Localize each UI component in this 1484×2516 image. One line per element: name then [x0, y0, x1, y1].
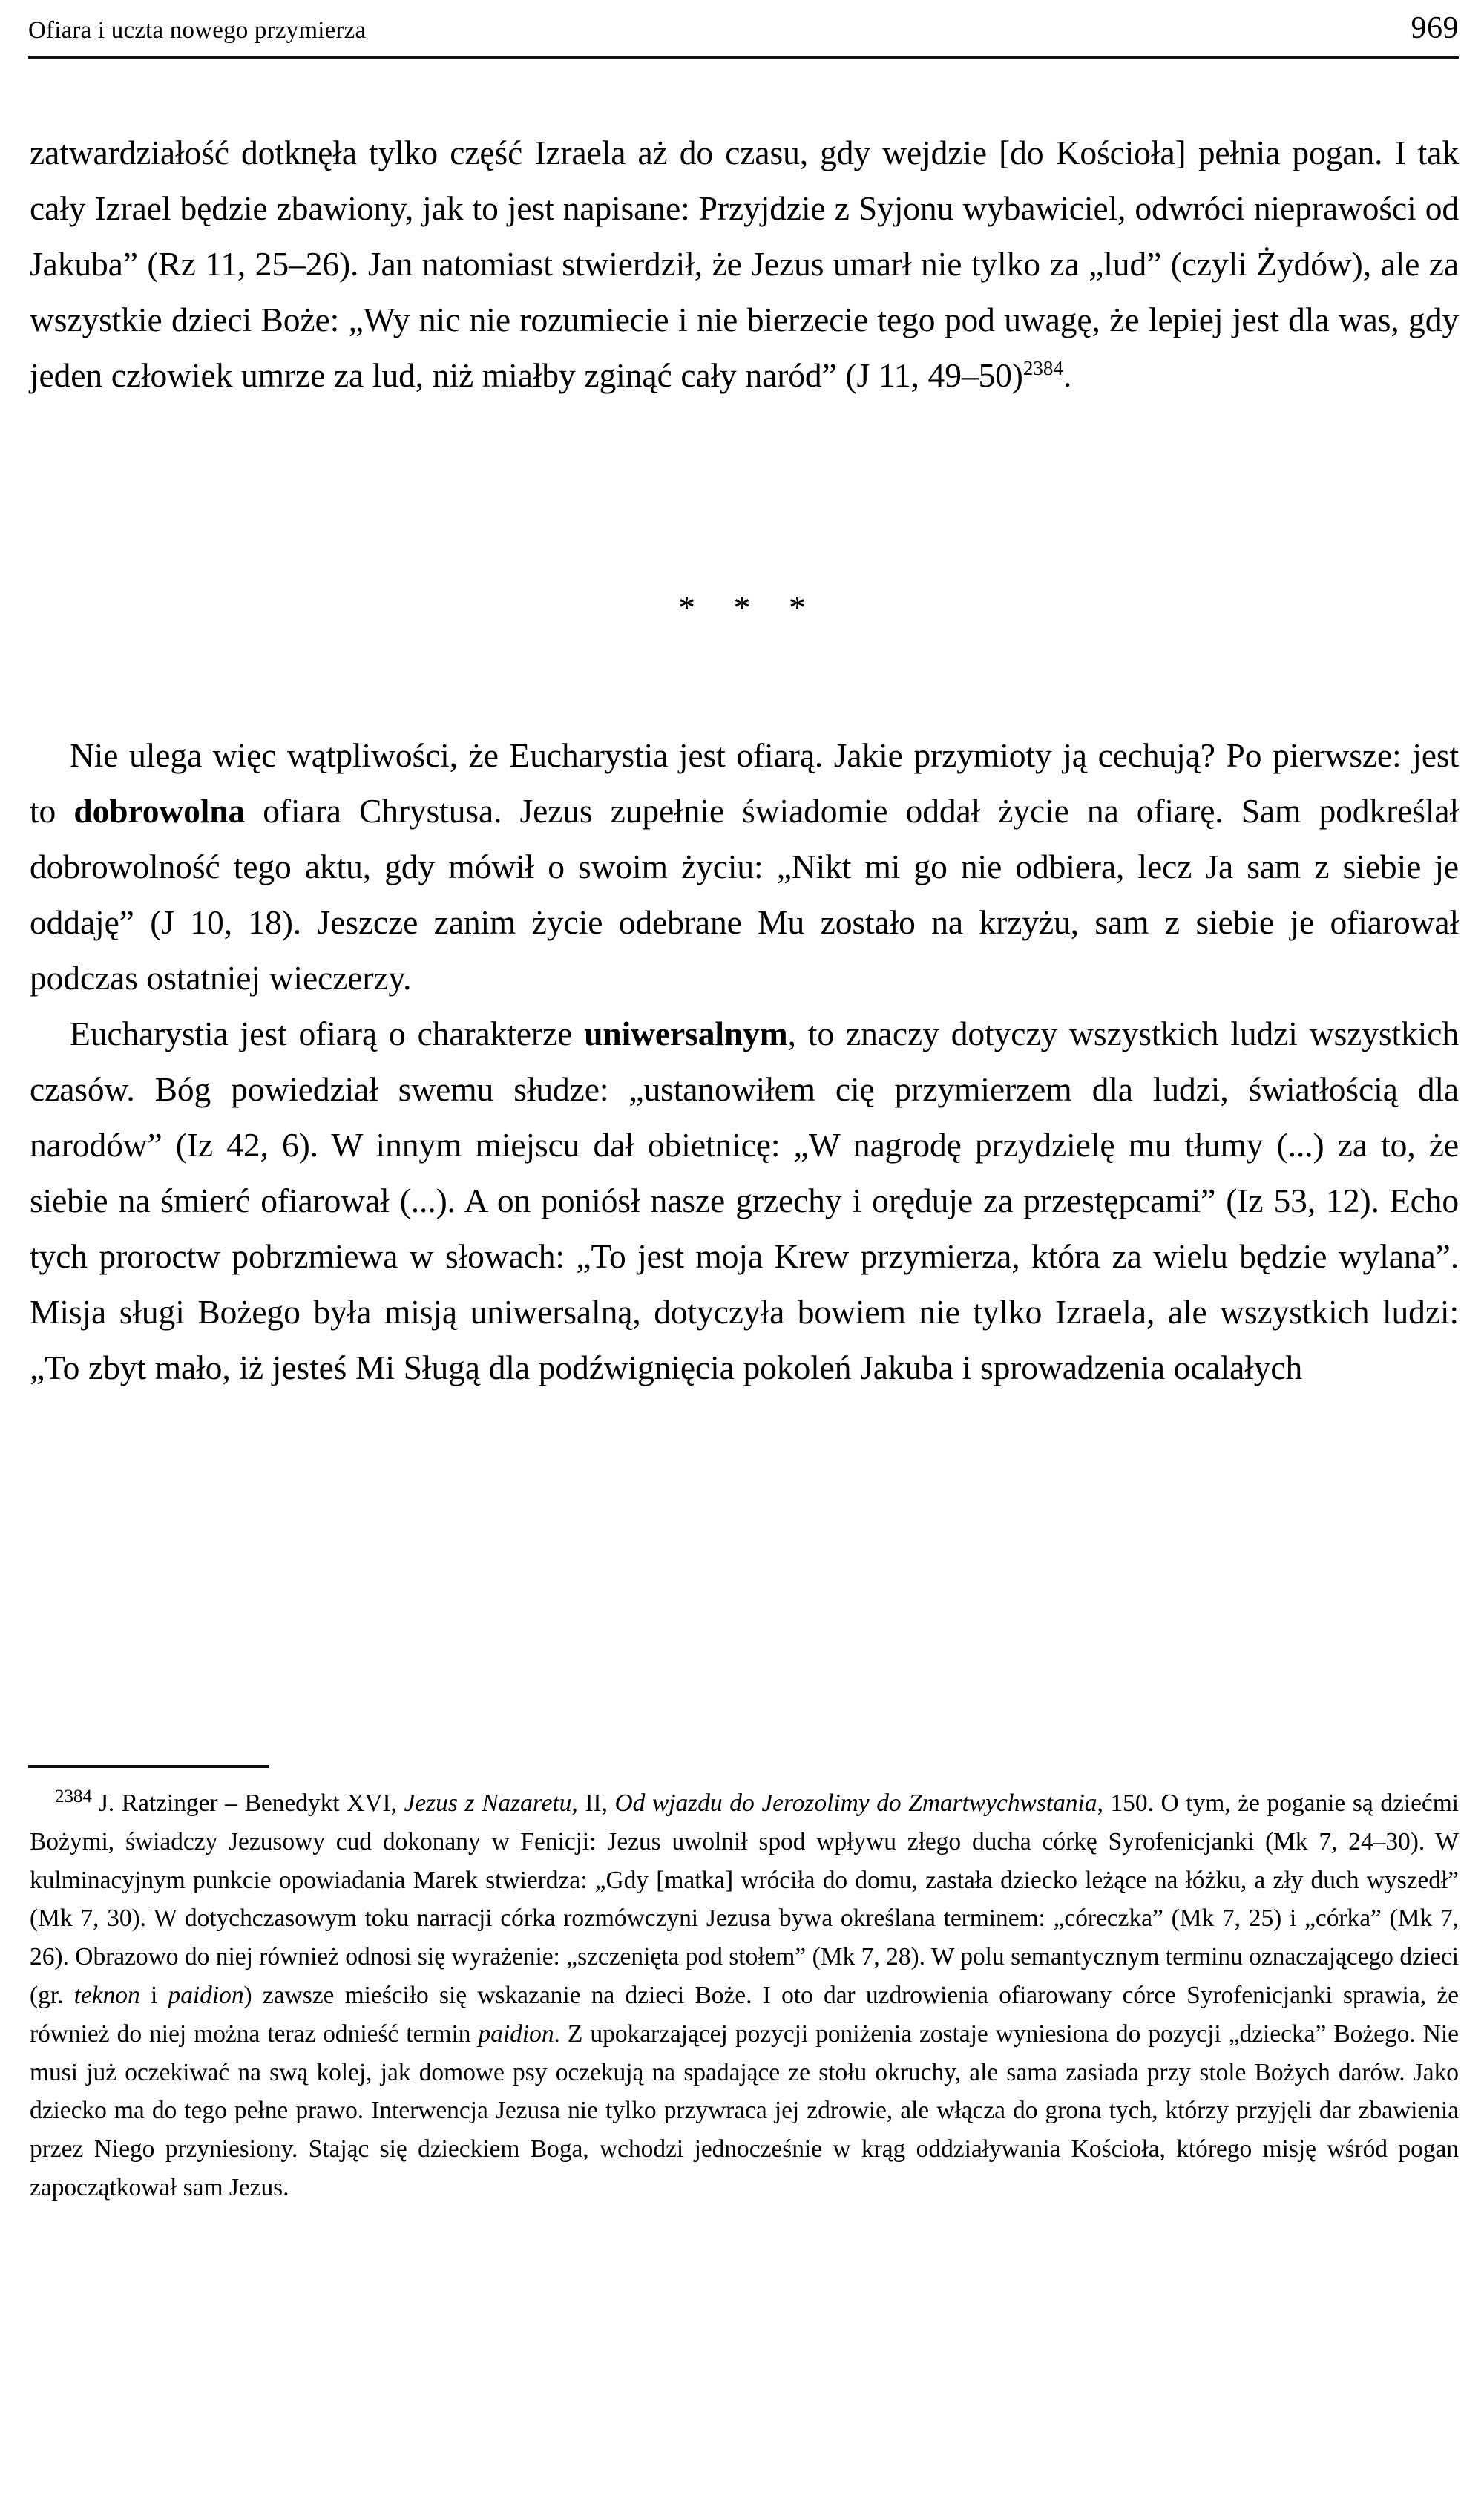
running-title: Ofiara i uczta nowego przymierza: [28, 17, 367, 44]
footnote-entry: [30, 1784, 1459, 2207]
body-text-block-lower: [30, 727, 1459, 1395]
header-rule: [28, 56, 1459, 59]
paragraph-eucharystia-uniwersalna: Eucharystia jest ofiarą o charakterze uniwersalnym, to znaczy dotyczy wszystkich ludzi wszystkich czasów. Bóg powiedział swemu słudze: „ustanowiłem cię przymierzem dla ludzi, światłością dla narodów” (Iz 42, 6). W innym miejscu dał obietnicę: „W nagrodę przydzielę mu tłumy (...) za to, że siebie na śmierć ofiarował (...). A on poniósł nasze grzechy i oręduje za przestępcami” (Iz 53, 12). Echo tych proroctw pobrzmiewa w słowach: „To jest moja Krew przymierza, która za wielu będzie wylana”. Misja sługi Bożego była misją uniwersalną, dotyczyła bowiem nie tylko Izraela, ale wszystkich ludzi: „To zbyt mało, iż jesteś Mi Sługą dla podźwignięcia pokoleń Jakuba i sprowadzenia ocalałych: [30, 1015, 1460, 1386]
paragraph-continuation: zatwardziałość dotknęła tylko część Izraela aż do czasu, gdy wejdzie [do Kościoła] pełnia pogan. I tak cały Izrael będzie zbawiony, jak to jest napisane: Przyjdzie z Syjonu wybawiciel, odwróci nieprawości od Jakuba” (Rz 11, 25–26). Jan natomiast stwierdził, że Jezus umarł nie tylko za „lud” (czyli Żydów), ale za wszystkie dzieci Boże: „Wy nic nie rozumiecie i nie bierzecie tego pod uwagę, że lepiej jest dla was, gdy jeden człowiek umrze za lud, niż miałby zginąć cały naród” (J 11, 49–50)$^{2384}$.: [30, 134, 1459, 394]
paragraph-eucharystia-dobrowolna: Nie ulega więc wątpliwości, że Eucharystia jest ofiarą. Jakie przymioty ją cechują? Po pierwsze: jest to dobrowolna ofiara Chrystusa. Jezus zupełnie świadomie oddał życie na ofiarę. Sam podkreślał dobrowolność tego aktu, gdy mówił o swoim życiu: „Nikt mi go nie odbiera, lecz Ja sam z siebie je oddaję” (J 10, 18). Jeszcze zanim życie odebrane Mu zostało na krzyżu, sam z siebie je ofiarował podczas ostatniej wieczerzy.: [30, 736, 1460, 997]
footnote-text: J. Ratzinger – Benedykt XVI, Jezus z Nazaretu, II, Od wjazdu do Jerozolimy do Zmartwychwstania, 150. O tym, że poganie są dziećmi Bożymi, świadczy Jezusowy cud dokonany w Fenicji: Jezus uwolnił spod wpływu złego ducha córkę Syrofenicjanki (Mk 7, 24–30). W kulminacyjnym punkcie opowiadania Marek stwierdza: „Gdy [matka] wróciła do domu, zastała dziecko leżące na łóżku, a zły duch wyszedł” (Mk 7, 30). W dotychczasowym toku narracji córka rozmówczyni Jezusa bywa określana terminem: „córeczka” (Mk 7, 25) i „córka” (Mk 7, 26). Obrazowo do niej również odnosi się wyrażenie: „szczenięta pod stołem” (Mk 7, 28). W polu semantycznym terminu oznaczającego dzieci (gr. teknon i paidion) zawsze mieściło się wskazanie na dzieci Boże. I oto dar uzdrowienia ofiarowany córce Syrofenicjanki sprawia, że również do niej można teraz odnieść termin paidion. Z upokarzającej pozycji poniżenia zostaje wyniesiona do pozycji „dziecka” Bożego. Nie musi już oczekiwać na swą kolej, jak domowe psy oczekują na spadające ze stołu okruchy, ale sama zasiada przy stole Bożych darów. Jako dziecko ma do tego pełne prawo. Interwencja Jezusa nie tylko przywraca jej zdrowie, ale włącza do grona tych, którzy przyjęli dar zbawienia przez Niego przyniesiony. Stając się dzieckiem Boga, wchodzi jednocześnie w krąg oddziaływania Kościoła, którego misję wśród pogan zapoczątkował sam Jezus.: [30, 1789, 1460, 2201]
footnote-number: 2384: [55, 1786, 92, 1806]
running-head: [28, 10, 1459, 46]
footnote-separator-rule: [28, 1765, 269, 1768]
page-number: 969: [1411, 11, 1459, 45]
body-text-block-upper: [30, 125, 1459, 403]
footnote-block: [30, 1784, 1459, 2207]
asterisk-separator: * * *: [678, 589, 821, 626]
